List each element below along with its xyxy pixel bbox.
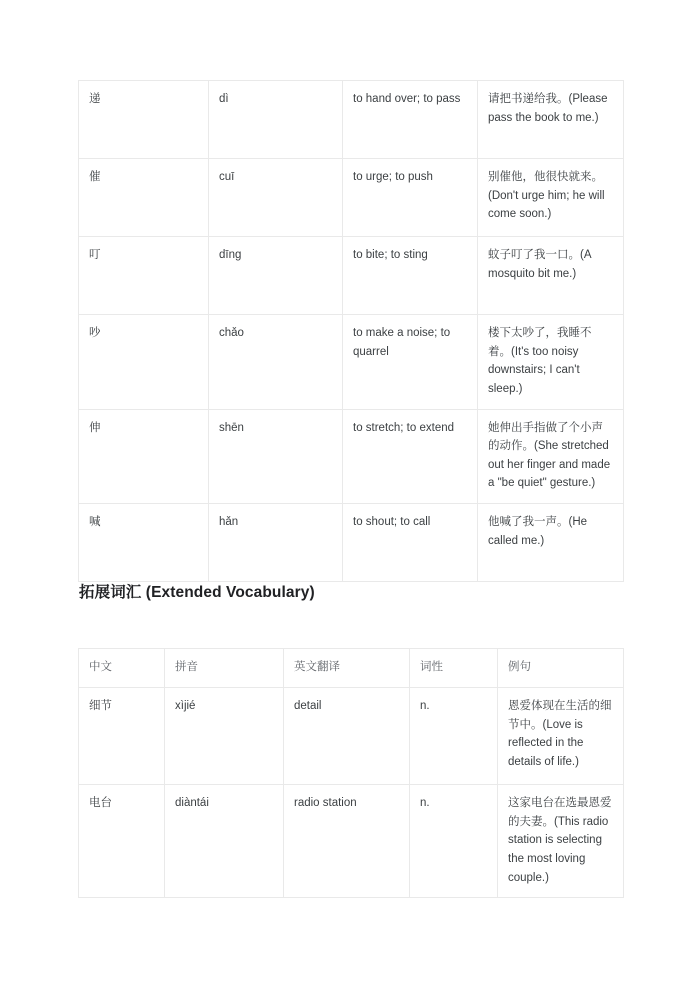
table-row bbox=[79, 688, 624, 785]
table-row bbox=[79, 785, 624, 898]
cell-pinyin: cuī bbox=[209, 159, 343, 237]
cell-english: to stretch; to extend bbox=[343, 409, 478, 504]
cell-english: to shout; to call bbox=[343, 504, 478, 582]
cell-pinyin: xìjié bbox=[165, 688, 284, 785]
cell-chinese: 电台 bbox=[79, 785, 165, 898]
column-header-english: 英文翻译 bbox=[284, 649, 410, 688]
cell-chinese: 叮 bbox=[79, 237, 209, 315]
table-row bbox=[79, 237, 624, 315]
cell-english: to urge; to push bbox=[343, 159, 478, 237]
cell-part-of-speech: n. bbox=[410, 688, 498, 785]
table-row bbox=[79, 159, 624, 237]
verb-vocabulary-table bbox=[78, 80, 624, 582]
table-header-row bbox=[79, 649, 624, 688]
cell-pinyin: shēn bbox=[209, 409, 343, 504]
section-heading-extended-vocabulary: 拓展词汇 (Extended Vocabulary) bbox=[79, 584, 315, 601]
cell-example: 恩爱体现在生活的细节中。(Love is reflected in the details of life.) bbox=[498, 688, 624, 785]
extended-vocabulary-table bbox=[78, 648, 624, 898]
cell-english: to make a noise; to quarrel bbox=[343, 315, 478, 410]
cell-english: detail bbox=[284, 688, 410, 785]
column-header-example: 例句 bbox=[498, 649, 624, 688]
cell-example: 请把书递给我。(Please pass the book to me.) bbox=[478, 81, 624, 159]
cell-pinyin: hǎn bbox=[209, 504, 343, 582]
cell-chinese: 喊 bbox=[79, 504, 209, 582]
table-row bbox=[79, 315, 624, 410]
cell-english: to bite; to sting bbox=[343, 237, 478, 315]
cell-pinyin: diàntái bbox=[165, 785, 284, 898]
column-header-pinyin: 拼音 bbox=[165, 649, 284, 688]
cell-english: to hand over; to pass bbox=[343, 81, 478, 159]
cell-chinese: 伸 bbox=[79, 409, 209, 504]
cell-part-of-speech: n. bbox=[410, 785, 498, 898]
cell-pinyin: chǎo bbox=[209, 315, 343, 410]
table-row bbox=[79, 81, 624, 159]
cell-chinese: 递 bbox=[79, 81, 209, 159]
cell-chinese: 催 bbox=[79, 159, 209, 237]
cell-pinyin: dīng bbox=[209, 237, 343, 315]
cell-pinyin: dì bbox=[209, 81, 343, 159]
cell-english: radio station bbox=[284, 785, 410, 898]
column-header-part-of-speech: 词性 bbox=[410, 649, 498, 688]
cell-example: 这家电台在选最恩爱的夫妻。(This radio station is selecting the most loving couple.) bbox=[498, 785, 624, 898]
cell-chinese: 吵 bbox=[79, 315, 209, 410]
cell-example: 楼下太吵了，我睡不着。(It's too noisy downstairs; I can't sleep.) bbox=[478, 315, 624, 410]
cell-example: 蚊子叮了我一口。(A mosquito bit me.) bbox=[478, 237, 624, 315]
column-header-chinese: 中文 bbox=[79, 649, 165, 688]
cell-example: 她伸出手指做了个小声的动作。(She stretched out her finger and made a "be quiet" gesture.) bbox=[478, 409, 624, 504]
cell-example: 他喊了我一声。(He called me.) bbox=[478, 504, 624, 582]
table-row bbox=[79, 409, 624, 504]
table-row bbox=[79, 504, 624, 582]
cell-chinese: 细节 bbox=[79, 688, 165, 785]
cell-example: 别催他，他很快就来。(Don't urge him; he will come soon.) bbox=[478, 159, 624, 237]
